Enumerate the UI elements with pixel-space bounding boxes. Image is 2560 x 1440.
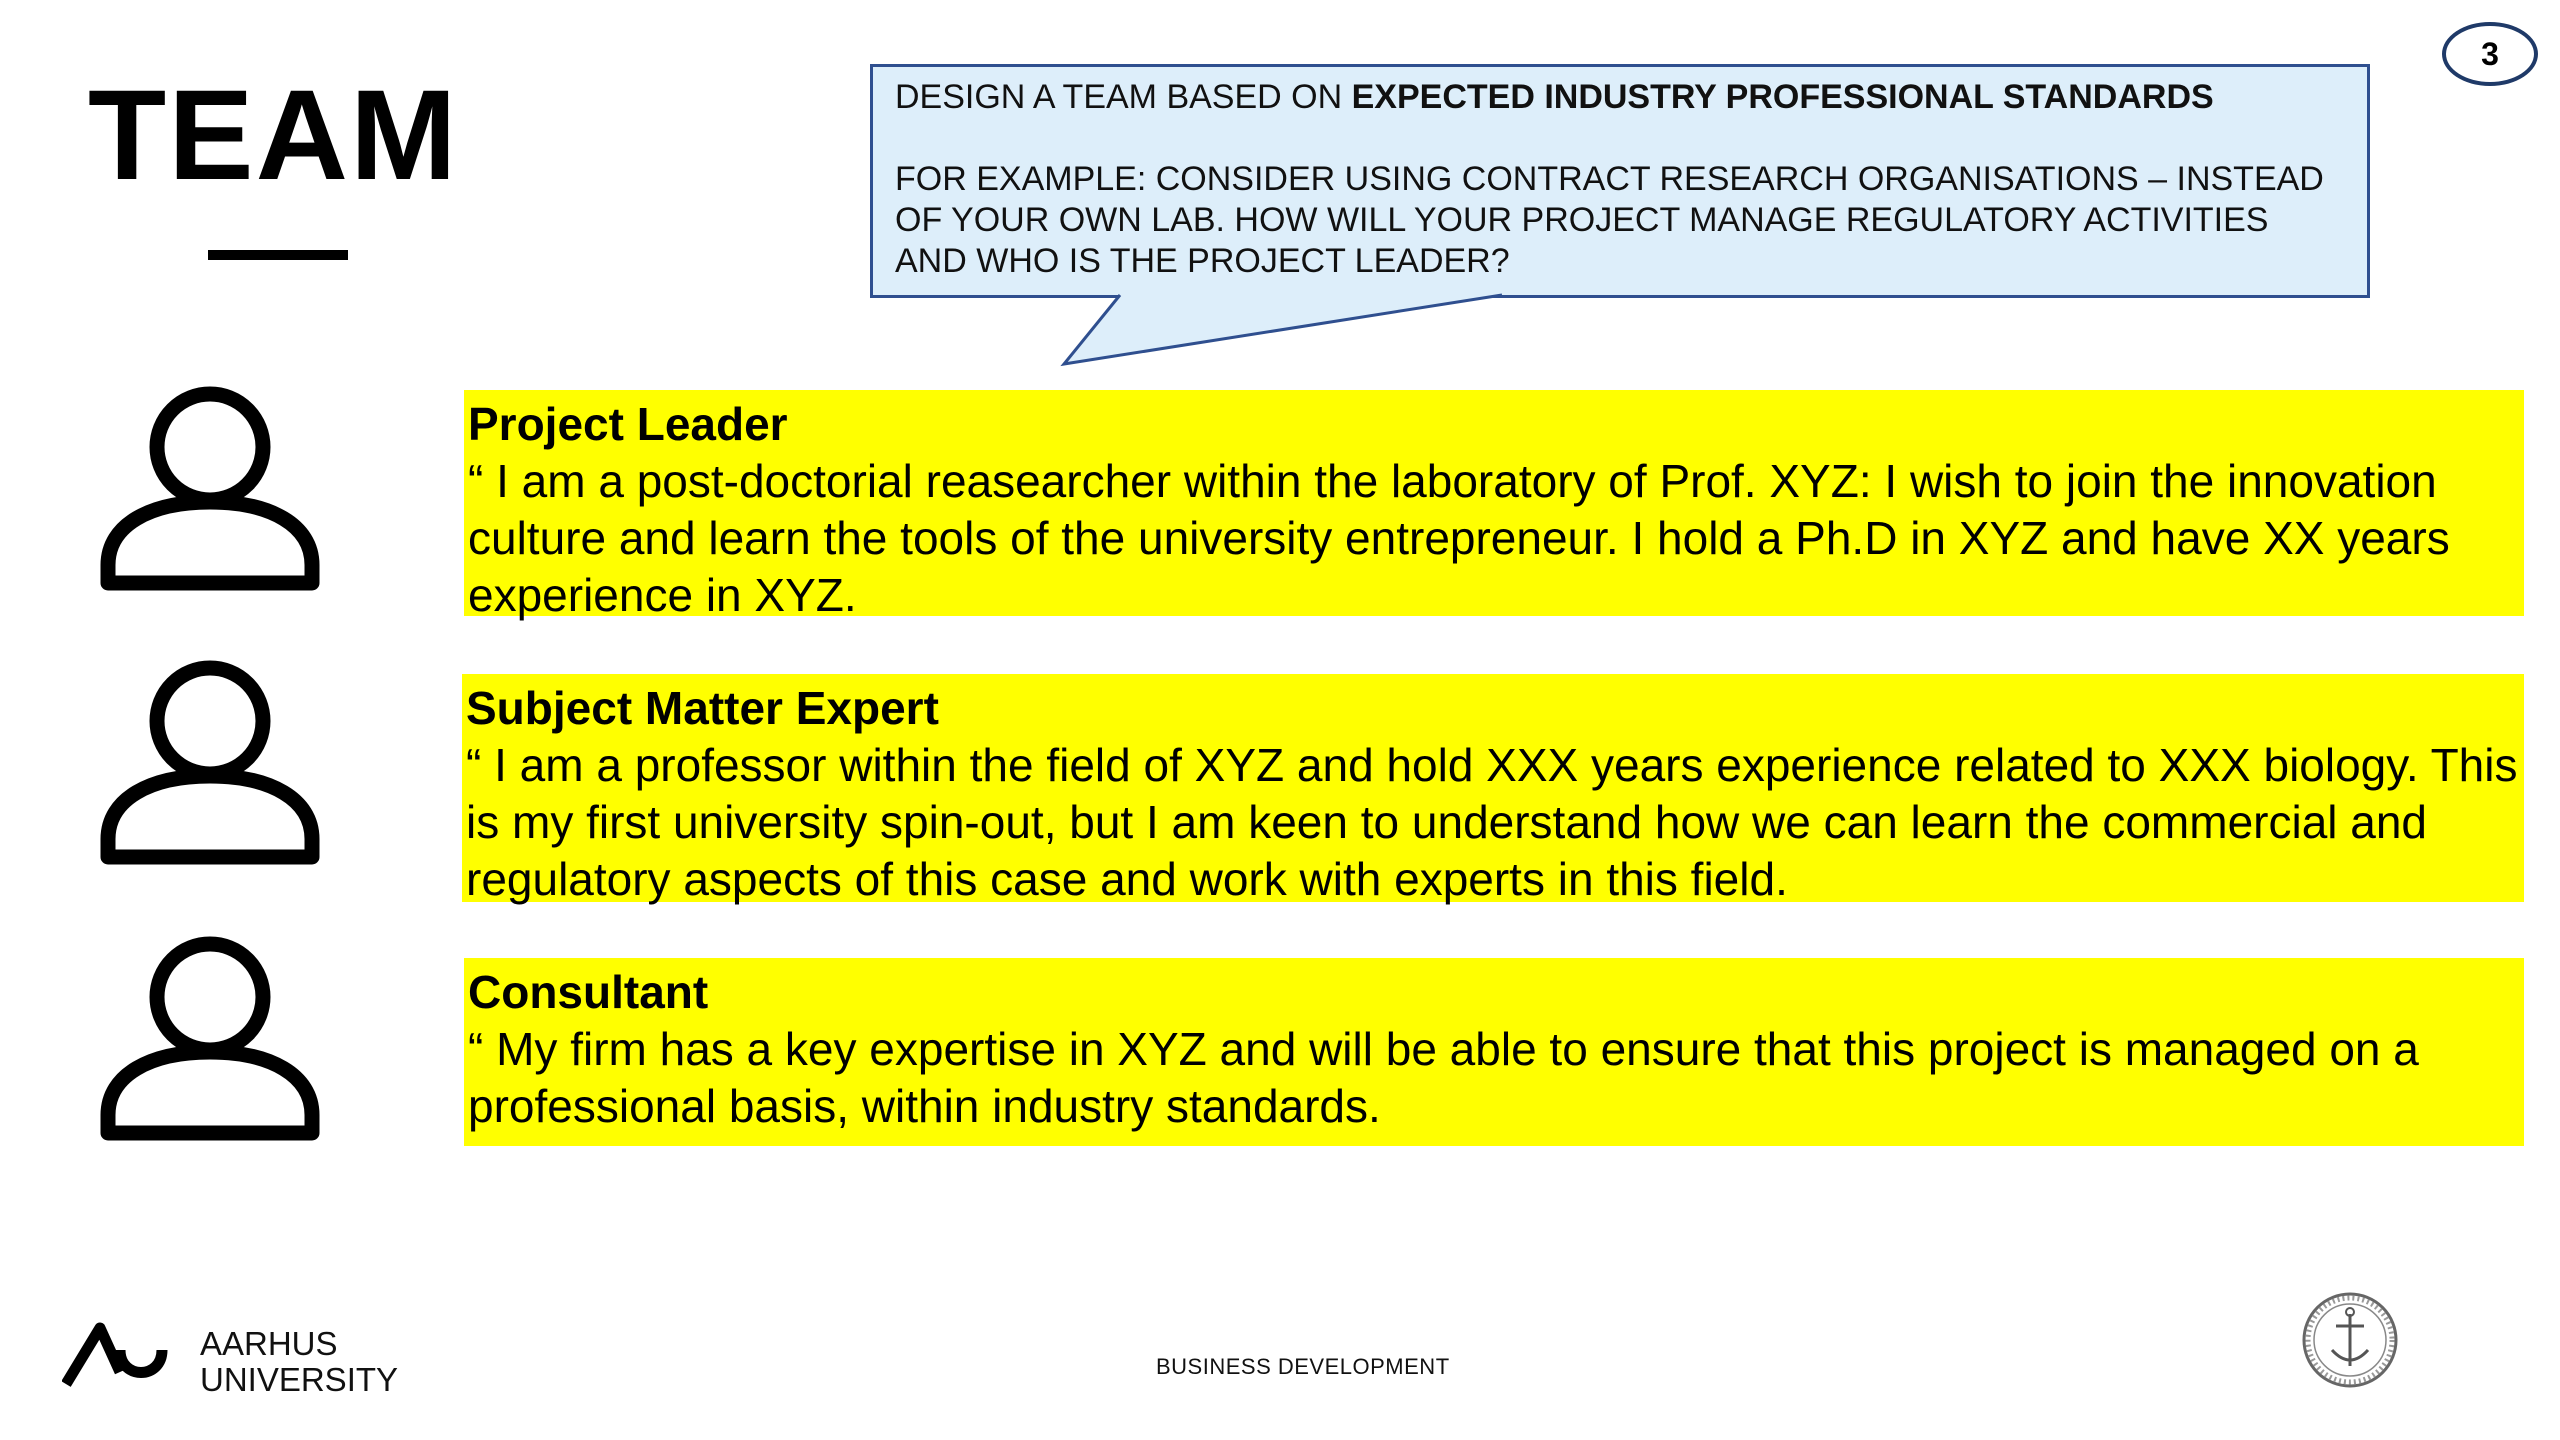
team-member-quote: “ My firm has a key expertise in XYZ and will be able to ensure that this project is managed on a professional basis, within industry standards.	[468, 1023, 2419, 1132]
person-icon	[100, 372, 320, 592]
team-member-quote: “ I am a post-doctorial reasearcher within the laboratory of Prof. XYZ: I wish to join the innovation culture and learn the tools of the university entrepreneur. I hold a Ph.D in XYZ and have XX years experience in XYZ.	[468, 455, 2450, 621]
footer-department: BUSINESS DEVELOPMENT	[1156, 1354, 1450, 1379]
team-member-project-leader	[464, 390, 2524, 621]
callout-instruction-emphasis: EXPECTED INDUSTRY PROFESSIONAL STANDARDS	[1351, 78, 2214, 116]
person-icon	[100, 922, 320, 1142]
team-member-role: Consultant	[468, 966, 709, 1018]
university-name	[200, 1326, 398, 1398]
team-member-role: Subject Matter Expert	[466, 682, 939, 734]
university-seal-icon	[2300, 1290, 2400, 1390]
university-name-line2: UNIVERSITY	[200, 1361, 399, 1398]
team-member-quote: “ I am a professor within the field of XYZ and hold XXX years experience related to XXX biology. This is my first university spin-out, but I am keen to understand how we can learn the commercial and regulatory aspects of this case and work with experts in this field.	[466, 739, 2518, 905]
callout-tail	[0, 0, 2560, 400]
aarhus-logo-mark	[62, 1322, 172, 1388]
page-number: 3	[2481, 35, 2499, 72]
university-name-line1: AARHUS	[200, 1325, 338, 1362]
callout-instruction-prefix: DESIGN A TEAM BASED ON	[895, 78, 1352, 116]
callout-example: FOR EXAMPLE: CONSIDER USING CONTRACT RESEARCH ORGANISATIONS – INSTEAD OF YOUR OWN LAB. HOW WILL YOUR PROJECT MANAGE REGULATORY ACTIVITIES AND WHO IS THE PROJECT LEADER?	[895, 160, 2324, 280]
team-member-role: Project Leader	[468, 398, 788, 450]
slide-title: TEAM	[88, 64, 459, 207]
person-icon	[100, 646, 320, 866]
team-member-consultant	[464, 958, 2524, 1146]
team-member-subject-matter-expert	[462, 674, 2524, 905]
